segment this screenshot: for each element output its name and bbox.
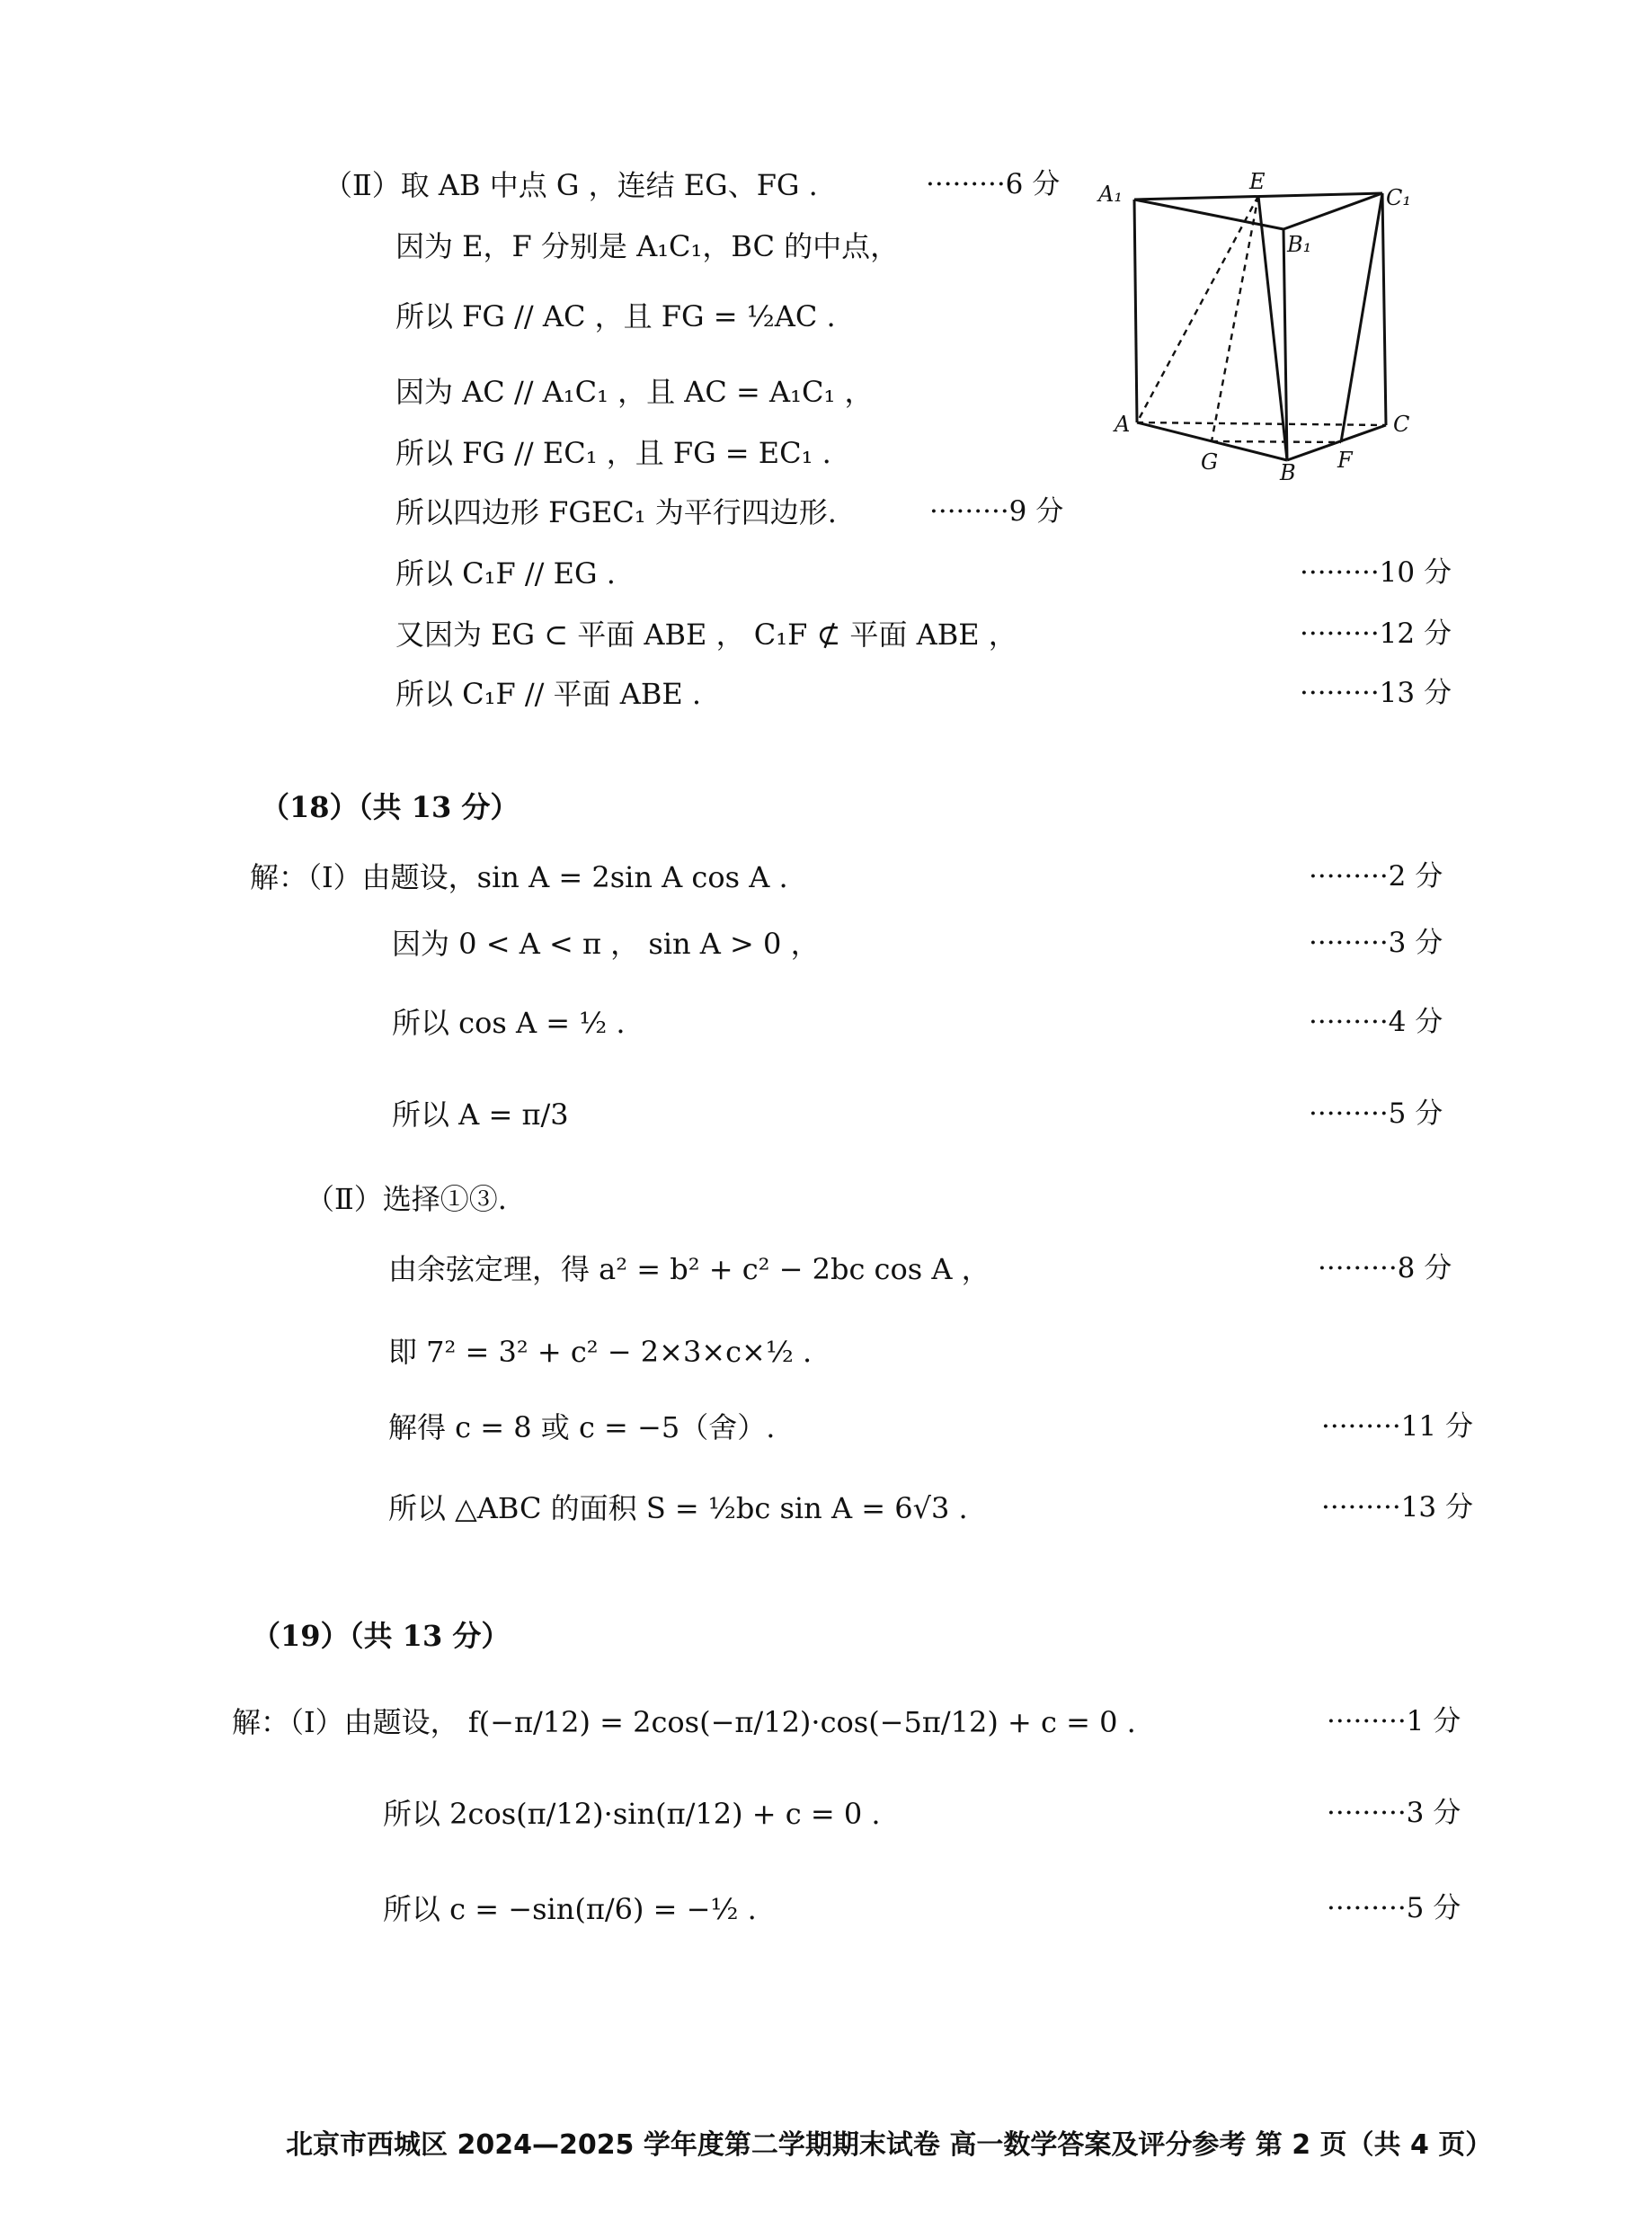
q18-line-9: 所以 △ABC 的面积 S = ½bc sin A = 6√3 .: [388, 1491, 968, 1525]
q19-line-1: 解：（Ⅰ）由题设， f(−π/12) = 2cos(−π/12)·cos(−5π/12) + c = 0 .: [232, 1705, 1136, 1739]
p17-line-4: 因为 AC // A₁C₁ ，且 AC = A₁C₁ ，: [395, 375, 874, 409]
p17-line-2: 因为 E，F 分别是 A₁C₁，BC 的中点，: [395, 229, 900, 263]
p17-line-7: 所以 C₁F // EG .: [395, 556, 616, 591]
segment-e-g-hidden: [1212, 196, 1258, 441]
q19-score-5: ·········5 分: [1327, 1892, 1461, 1924]
p17-line-6: 所以四边形 FGEC₁ 为平行四边形.: [395, 495, 837, 529]
label-g: G: [1201, 449, 1219, 475]
q18-score-13: ·········13 分: [1321, 1491, 1473, 1524]
label-b1: B₁: [1287, 232, 1312, 257]
p17-score-6: ·········6 分: [926, 168, 1061, 200]
segment-g-f-hidden: [1212, 441, 1341, 442]
label-f: F: [1337, 448, 1353, 473]
q18-score-4: ·········4 分: [1309, 1006, 1443, 1038]
page-footer: 北京市西城区 2024—2025 学年度第二学期期末试卷 高一数学答案及评分参考 第 2 页（共 4 页）: [286, 2129, 1493, 2161]
q18-line-5: （Ⅱ）选择①③.: [306, 1182, 507, 1216]
label-c: C: [1393, 412, 1410, 437]
edge-a-a1: [1134, 200, 1137, 422]
label-a: A: [1115, 412, 1131, 437]
label-e: E: [1249, 171, 1266, 194]
label-c1: C₁: [1386, 185, 1411, 210]
edge-c-c1: [1382, 193, 1386, 425]
edge-b1-c1: [1283, 193, 1382, 229]
p17-line-9: 所以 C₁F // 平面 ABE .: [395, 677, 702, 711]
q18-line-1: 解：（Ⅰ）由题设，sin A = 2sin A cos A .: [250, 860, 788, 894]
q18-line-8: 解得 c = 8 或 c = −5（舍）.: [388, 1410, 776, 1444]
q18-score-5: ·········5 分: [1309, 1097, 1443, 1130]
p17-score-13: ·········13 分: [1300, 677, 1452, 709]
q18-line-3: 所以 cos A = ½ .: [392, 1006, 626, 1040]
edge-a-c-hidden: [1137, 422, 1386, 425]
q19-header: （19）（共 13 分）: [252, 1619, 511, 1653]
q18-line-4: 所以 A = π/3: [392, 1097, 569, 1132]
q19-line-3: 所以 c = −sin(π/6) = −½ .: [383, 1892, 757, 1926]
q19-score-1: ·········1 分: [1327, 1705, 1461, 1737]
q19-score-3: ·········3 分: [1327, 1797, 1461, 1829]
q18-line-7: 即 7² = 3² + c² − 2×3×c×½ .: [388, 1335, 813, 1369]
label-b: B: [1280, 460, 1296, 485]
q18-score-2: ·········2 分: [1309, 860, 1443, 893]
p17-score-9: ·········9 分: [929, 495, 1064, 528]
p17-score-10: ·········10 分: [1300, 556, 1452, 589]
segment-e-a-hidden: [1137, 196, 1258, 422]
p17-line-3: 所以 FG // AC ，且 FG = ½AC .: [395, 299, 836, 333]
p17-line-5: 所以 FG // EC₁ ，且 FG = EC₁ .: [395, 436, 831, 470]
q18-line-2: 因为 0 < A < π ， sin A > 0 ，: [392, 927, 820, 961]
q18-header: （18）（共 13 分）: [261, 790, 520, 824]
q18-line-6: 由余弦定理，得 a² = b² + c² − 2bc cos A ，: [388, 1252, 990, 1286]
edge-b-c: [1287, 425, 1386, 460]
prism-figure: [1097, 171, 1456, 485]
label-a1: A₁: [1098, 182, 1123, 207]
q18-score-8: ·········8 分: [1318, 1252, 1452, 1284]
p17-line-1: （Ⅱ）取 AB 中点 G ，连结 EG、FG .: [324, 168, 818, 202]
q18-score-3: ·········3 分: [1309, 927, 1443, 959]
p17-score-12: ·········12 分: [1300, 617, 1452, 650]
q18-score-11: ·········11 分: [1321, 1410, 1473, 1443]
p17-line-8: 又因为 EG ⊂ 平面 ABE ， C₁F ⊄ 平面 ABE ，: [395, 617, 1017, 652]
q19-line-2: 所以 2cos(π/12)·sin(π/12) + c = 0 .: [383, 1797, 881, 1831]
segment-c1-f: [1341, 193, 1382, 442]
